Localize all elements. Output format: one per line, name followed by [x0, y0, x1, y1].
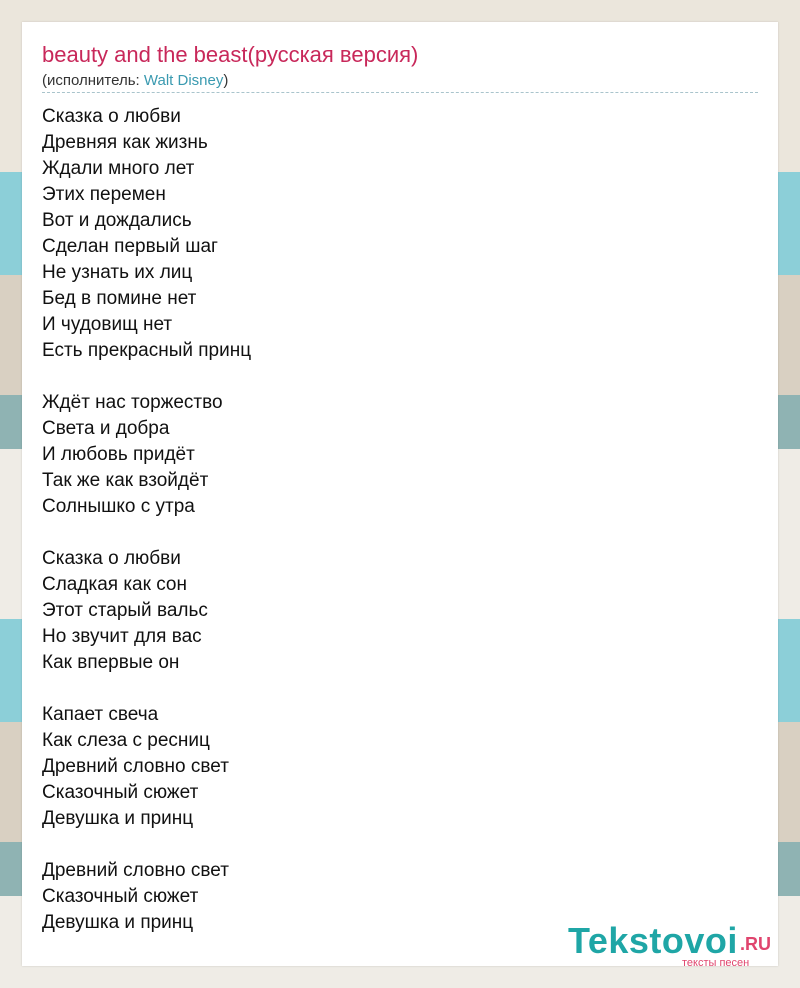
lyric-line: И чудовищ нет	[42, 314, 173, 335]
lyric-line: Света и добра	[42, 418, 170, 439]
song-title: beauty and the beast(русская версия)	[42, 42, 419, 67]
lyric-line: Девушка и принц	[42, 912, 194, 933]
stanza-gap	[42, 520, 742, 546]
lyric-line: Солнышко с утра	[42, 496, 195, 517]
artist-line	[42, 72, 228, 89]
lyric-line: Так же как взойдёт	[42, 470, 209, 491]
lyric-line: Древний словно свет	[42, 756, 229, 777]
lyrics-body	[42, 104, 742, 936]
logo-name: Tekstovoi	[568, 920, 738, 961]
lyric-line: Бед в помине нет	[42, 288, 197, 309]
lyric-line: Вот и дождались	[42, 210, 192, 231]
lyric-line: Девушка и принц	[42, 808, 194, 829]
lyric-line: Как впервые он	[42, 652, 180, 673]
lyric-line: Сказочный сюжет	[42, 782, 199, 803]
lyric-line: Древний словно свет	[42, 860, 229, 881]
artist-prefix: (исполнитель:	[42, 72, 144, 89]
lyric-line: Сделан первый шаг	[42, 236, 218, 257]
lyric-line: Ждали много лет	[42, 158, 195, 179]
lyric-line: Капает свеча	[42, 704, 159, 725]
lyric-line: Древняя как жизнь	[42, 132, 208, 153]
lyric-line: И любовь придёт	[42, 444, 195, 465]
lyric-line: Есть прекрасный принц	[42, 340, 252, 361]
lyric-line: Не узнать их лиц	[42, 262, 193, 283]
artist-suffix: )	[223, 72, 229, 89]
lyric-line: Сказка о любви	[42, 548, 181, 569]
lyric-line: Сказочный сюжет	[42, 886, 199, 907]
logo-tld: .RU	[740, 934, 771, 954]
lyric-line: Этих перемен	[42, 184, 166, 205]
logo-tagline: тексты песен	[682, 957, 750, 969]
site-logo[interactable]	[568, 920, 778, 970]
stanza-gap	[42, 832, 742, 858]
title-divider	[42, 92, 758, 93]
stanza-gap	[42, 676, 742, 702]
lyric-line: Но звучит для вас	[42, 626, 202, 647]
lyrics-card	[22, 22, 778, 969]
lyric-line: Сладкая как сон	[42, 574, 187, 595]
artist-link[interactable]: Walt Disney	[143, 72, 224, 89]
lyric-line: Ждёт нас торжество	[42, 392, 223, 413]
stanza-gap	[42, 364, 742, 390]
lyric-line: Этот старый вальс	[42, 600, 208, 621]
lyric-line: Как слеза с ресниц	[42, 730, 210, 751]
lyric-line: Сказка о любви	[42, 106, 181, 127]
